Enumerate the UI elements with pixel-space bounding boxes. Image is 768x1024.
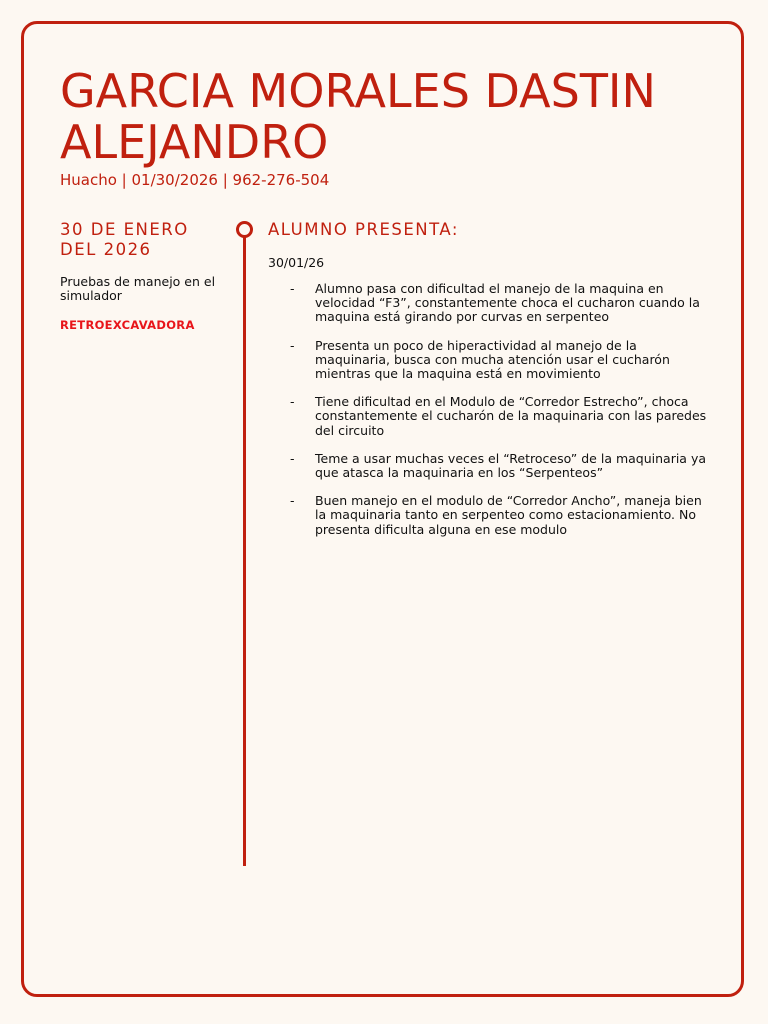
bullet-dash: - — [290, 394, 295, 410]
observation-item — [290, 494, 710, 537]
observation-item — [290, 452, 710, 480]
session-description: Pruebas de manejo en el simulador — [60, 274, 216, 303]
contact-line: Huacho | 01/30/2026 | 962-276-504 — [60, 171, 330, 189]
observation-item — [290, 395, 710, 438]
observation-text: Buen manejo en el modulo de “Corredor Ancho”, maneja bien la maquinaria tanto en serpenteo como estacionamiento. No presenta dificulta alguna en ese modulo — [315, 493, 702, 537]
candidate-name: GARCIA MORALES DASTIN ALEJANDRO — [60, 64, 656, 169]
observation-item — [290, 282, 710, 325]
observation-list — [290, 282, 710, 551]
observation-text: Presenta un poco de hiperactividad al manejo de la maquinaria, busca con mucha atención usar el cucharón mientras que la maquina está en movimiento — [315, 337, 670, 382]
observation-text: Alumno pasa con dificultad el manejo de la maquina en velocidad “F3”, constantemente choca el cucharon cuando la maquina está girando por curvas en serpenteo — [315, 281, 700, 325]
bullet-dash: - — [290, 281, 295, 296]
observation-item — [290, 339, 710, 382]
bullet-dash: - — [290, 337, 295, 353]
observation-text: Teme a usar muchas veces el “Retroceso” de la maquinaria ya que atasca la maquinaria en los “Serpenteos” — [315, 450, 706, 481]
machine-tag: RETROEXCAVADORA — [60, 318, 195, 332]
observation-text: Tiene dificultad en el Modulo de “Corredor Estrecho”, choca constantemente el cucharón de la maquinaria con las paredes del circuito — [315, 394, 707, 438]
section-heading: ALUMNO PRESENTA: — [268, 220, 459, 239]
bullet-dash: - — [290, 493, 295, 509]
bullet-dash: - — [290, 450, 295, 466]
entry-date: 30/01/26 — [268, 255, 325, 270]
session-date-heading: 30 DE ENERO DEL 2026 — [60, 220, 189, 259]
timeline-line — [243, 236, 246, 866]
timeline-dot-icon — [236, 221, 253, 238]
